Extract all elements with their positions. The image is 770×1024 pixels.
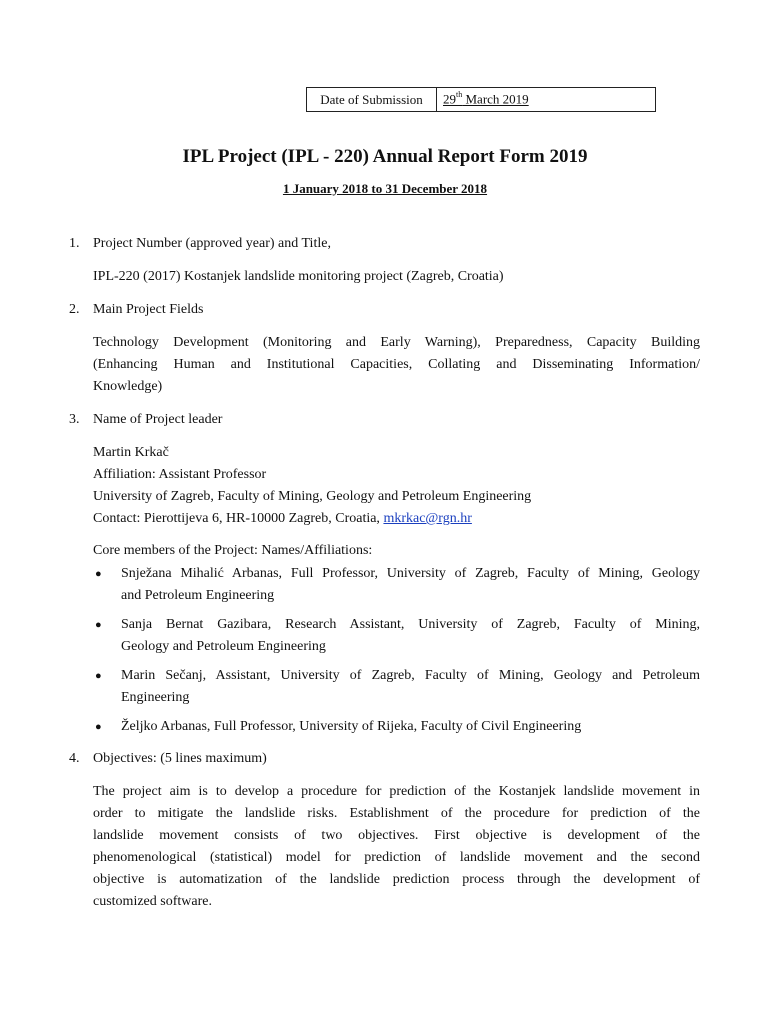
bullet-icon: ● bbox=[95, 670, 102, 682]
objective-line: phenomenological (statistical) model for prediction of landslide movement and the second bbox=[93, 850, 700, 865]
member-line: Geology and Petroleum Engineering bbox=[121, 639, 326, 654]
section-3-heading: Name of Project leader bbox=[93, 412, 223, 427]
bullet-icon: ● bbox=[95, 568, 102, 580]
member-line: and Petroleum Engineering bbox=[121, 588, 275, 603]
section-2-line: Technology Development (Monitoring and Early Warning), Preparedness, Capacity Building bbox=[93, 335, 700, 350]
section-3-number: 3. bbox=[69, 412, 80, 427]
submission-date-value: 29th March 2019 bbox=[443, 90, 529, 107]
member-line: Snježana Mihalić Arbanas, Full Professor, University of Zagreb, Faculty of Mining, Geology bbox=[121, 566, 700, 581]
member-line: Željko Arbanas, Full Professor, University of Rijeka, Faculty of Civil Engineering bbox=[121, 719, 582, 734]
section-1-number: 1. bbox=[69, 236, 80, 251]
section-4-number: 4. bbox=[69, 751, 80, 766]
section-2-heading: Main Project Fields bbox=[93, 302, 204, 317]
objective-line: The project aim is to develop a procedure for prediction of the Kostanjek landslide movement in bbox=[93, 784, 700, 799]
leader-affiliation: Affiliation: Assistant Professor bbox=[93, 467, 267, 482]
leader-contact: Contact: Pierottijeva 6, HR-10000 Zagreb, Croatia, mkrkac@rgn.hr bbox=[93, 511, 472, 526]
section-1-heading: Project Number (approved year) and Title, bbox=[93, 236, 331, 251]
bullet-icon: ● bbox=[95, 619, 102, 631]
objective-line: objective is automatization of the landslide prediction process through the development of bbox=[93, 872, 700, 887]
leader-name: Martin Krkač bbox=[93, 445, 169, 460]
objective-line: landslide movement consists of two objectives. First objective is development of the bbox=[93, 828, 700, 843]
section-4-heading: Objectives: (5 lines maximum) bbox=[93, 751, 267, 766]
objective-line: customized software. bbox=[93, 894, 212, 909]
section-2-line: Knowledge) bbox=[93, 379, 163, 394]
leader-university: University of Zagreb, Faculty of Mining, Geology and Petroleum Engineering bbox=[93, 489, 532, 504]
section-1-text: IPL-220 (2017) Kostanjek landslide monitoring project (Zagreb, Croatia) bbox=[93, 269, 504, 284]
reporting-period: 1 January 2018 to 31 December 2018 bbox=[282, 181, 488, 196]
document-title: IPL Project (IPL - 220) Annual Report Form 2019 bbox=[182, 146, 588, 167]
section-2-number: 2. bbox=[69, 302, 80, 317]
email-link[interactable]: mkrkac@rgn.hr bbox=[383, 511, 472, 526]
bullet-icon: ● bbox=[95, 721, 102, 733]
core-members-heading: Core members of the Project: Names/Affiliations: bbox=[93, 543, 373, 558]
objective-line: order to mitigate the landslide risks. Establishment of the procedure for prediction of the bbox=[93, 806, 700, 821]
submission-date-table bbox=[306, 87, 656, 112]
submission-label: Date of Submission bbox=[307, 88, 437, 111]
section-2-line: (Enhancing Human and Institutional Capacities, Collating and Disseminating Information/ bbox=[93, 357, 700, 372]
member-line: Marin Sečanj, Assistant, University of Zagreb, Faculty of Mining, Geology and Petroleum bbox=[121, 668, 700, 683]
submission-date bbox=[437, 88, 655, 111]
member-line: Sanja Bernat Gazibara, Research Assistant, University of Zagreb, Faculty of Mining, bbox=[121, 617, 700, 632]
member-line: Engineering bbox=[121, 690, 190, 705]
